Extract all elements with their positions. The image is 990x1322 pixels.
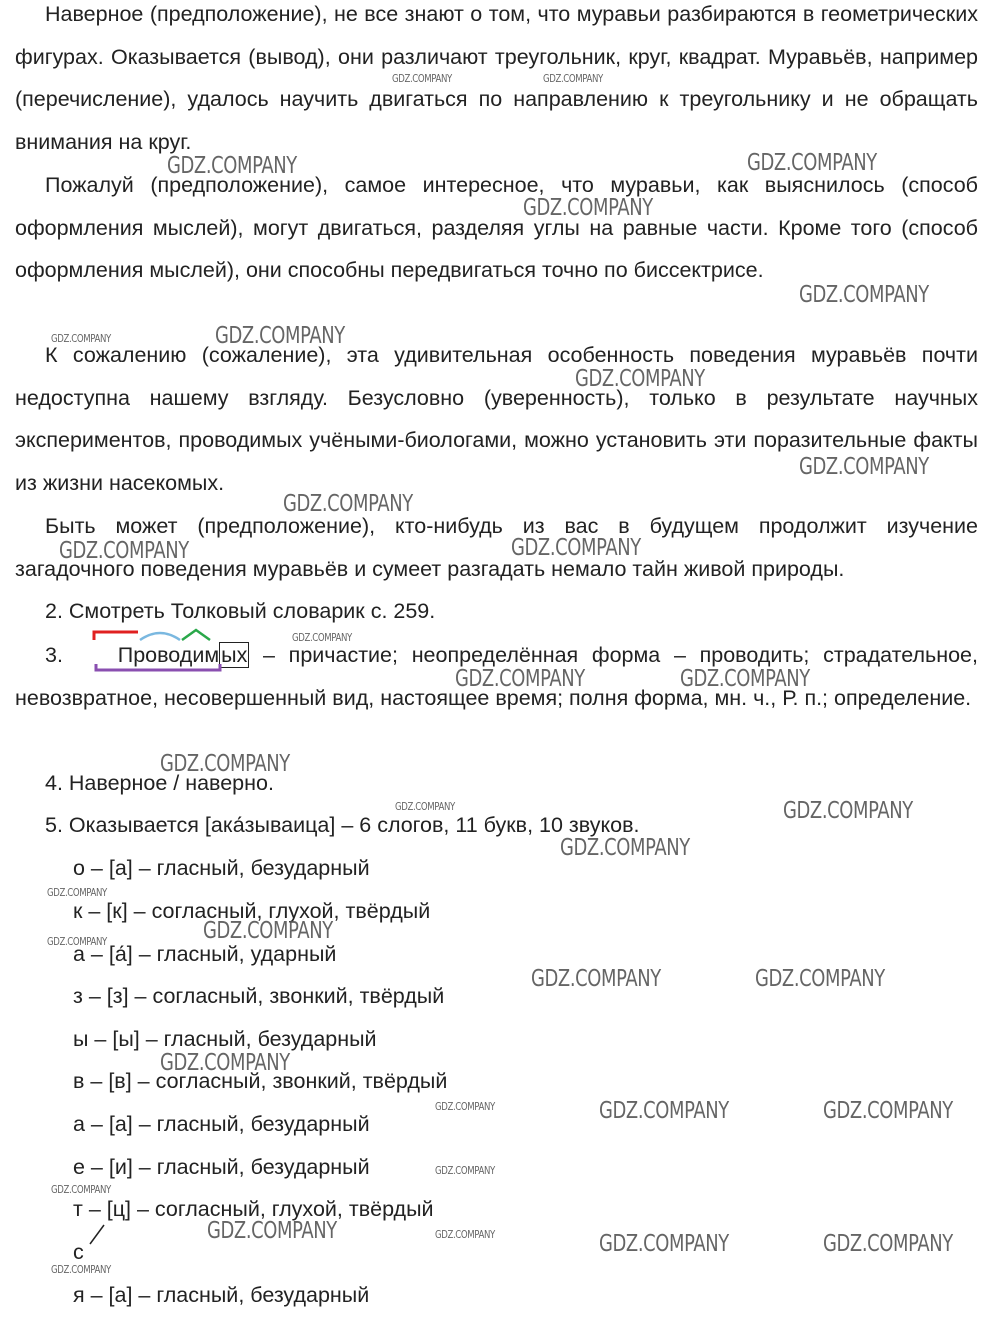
watermark: GDZ.COMPANY bbox=[203, 918, 333, 944]
watermark: GDZ.COMPANY bbox=[599, 1231, 729, 1257]
watermark: GDZ.COMPANY bbox=[755, 966, 885, 992]
letter-line: о – [а] – гласный, безударный bbox=[73, 856, 370, 880]
watermark: GDZ.COMPANY bbox=[560, 835, 690, 861]
watermark: GDZ.COMPANY bbox=[59, 538, 189, 564]
item-2: 2. Смотреть Толковый словарик с. 259. bbox=[45, 599, 436, 623]
letter-line: е – [и] – гласный, безударный bbox=[73, 1155, 370, 1179]
watermark: GDZ.COMPANY bbox=[51, 1263, 111, 1276]
watermark: GDZ.COMPANY bbox=[167, 153, 297, 179]
silent-letter-slash-icon bbox=[88, 1224, 106, 1246]
letter-line: а – [а́] – гласный, ударный bbox=[73, 942, 337, 966]
letter-line: в – [в] – согласный, звонкий, твёрдый bbox=[73, 1069, 448, 1093]
watermark: GDZ.COMPANY bbox=[511, 535, 641, 561]
morpheme-word: Проводимых bbox=[117, 643, 248, 667]
watermark: GDZ.COMPANY bbox=[435, 1164, 495, 1177]
item-5: 5. Оказывается [ака́зываица] – 6 слогов, 11 букв, 10 звуков. bbox=[45, 813, 640, 837]
paragraph-2: Пожалуй (предположение), самое интересное, что муравьи, как выяснилось (способ оформления мыслей), могут двигаться, разделяя углы на равные части. Кроме того (способ оформления мыслей), они способны передвигаться точно по биссектрисе. bbox=[15, 173, 978, 283]
item-4: 4. Наверное / наверно. bbox=[45, 771, 274, 795]
letter-line: ы – [ы] – гласный, безударный bbox=[73, 1027, 377, 1051]
watermark: GDZ.COMPANY bbox=[747, 150, 877, 176]
watermark: GDZ.COMPANY bbox=[47, 935, 107, 948]
letter-line: к – [к] – согласный, глухой, твёрдый bbox=[73, 899, 431, 923]
watermark: GDZ.COMPANY bbox=[523, 195, 653, 221]
watermark: GDZ.COMPANY bbox=[680, 666, 810, 692]
watermark: GDZ.COMPANY bbox=[823, 1231, 953, 1257]
watermark: GDZ.COMPANY bbox=[215, 323, 345, 349]
watermark: GDZ.COMPANY bbox=[47, 886, 107, 899]
paragraph-3: К сожалению (сожаление), эта удивительная особенность поведения муравьёв почти недоступна нашему взгляду. Безусловно (уверенность), только в результате научных экспериментов, проводимых учёными-биологами, можно установить эти поразительные факты из жизни насекомых. bbox=[15, 343, 978, 495]
item-3-number: 3. bbox=[45, 643, 63, 667]
letter-line: а – [а] – гласный, безударный bbox=[73, 1112, 370, 1136]
watermark: GDZ.COMPANY bbox=[783, 798, 913, 824]
word-ending-box: ых bbox=[221, 643, 248, 667]
watermark: GDZ.COMPANY bbox=[575, 366, 705, 392]
paragraph-1: Наверное (предположение), не все знают о том, что муравьи разбираются в геометрических фигурах. Оказывается (вывод), они различают треугольник, круг, квадрат. Муравьёв, например (перечисление), удалось научить двигаться по направлению к треугольнику и не обращать внимания на круг. bbox=[15, 2, 978, 154]
letter-line: я – [а] – гласный, безударный bbox=[73, 1283, 370, 1307]
watermark: GDZ.COMPANY bbox=[799, 282, 929, 308]
letter-line: т – [ц] – согласный, глухой, твёрдый bbox=[73, 1197, 434, 1221]
watermark: GDZ.COMPANY bbox=[435, 1100, 495, 1113]
watermark: GDZ.COMPANY bbox=[160, 1050, 290, 1076]
watermark: GDZ.COMPANY bbox=[207, 1218, 337, 1244]
paragraph-4: Быть может (предположение), кто-нибудь из вас в будущем продолжит изучение загадочного поведения муравьёв и сумеет разгадать немало тайн живой природы. bbox=[15, 514, 978, 581]
watermark: GDZ.COMPANY bbox=[395, 800, 455, 813]
letter-line: с bbox=[73, 1240, 84, 1264]
watermark: GDZ.COMPANY bbox=[160, 751, 290, 777]
watermark: GDZ.COMPANY bbox=[455, 666, 585, 692]
watermark: GDZ.COMPANY bbox=[435, 1228, 495, 1241]
watermark: GDZ.COMPANY bbox=[392, 72, 452, 85]
item-3-description: – причастие; неопределённая форма – проводить; страдательное, невозвратное, несовершенный вид, настоящее время; полня форма, мн. ч., Р. п.; определение. bbox=[15, 643, 978, 710]
watermark: GDZ.COMPANY bbox=[531, 966, 661, 992]
watermark: GDZ.COMPANY bbox=[599, 1098, 729, 1124]
letter-line: з – [з] – согласный, звонкий, твёрдый bbox=[73, 984, 445, 1008]
watermark: GDZ.COMPANY bbox=[799, 454, 929, 480]
watermark: GDZ.COMPANY bbox=[51, 332, 111, 345]
watermark: GDZ.COMPANY bbox=[51, 1183, 111, 1196]
watermark: GDZ.COMPANY bbox=[292, 631, 352, 644]
watermark: GDZ.COMPANY bbox=[823, 1098, 953, 1124]
watermark: GDZ.COMPANY bbox=[283, 491, 413, 517]
watermark: GDZ.COMPANY bbox=[543, 72, 603, 85]
